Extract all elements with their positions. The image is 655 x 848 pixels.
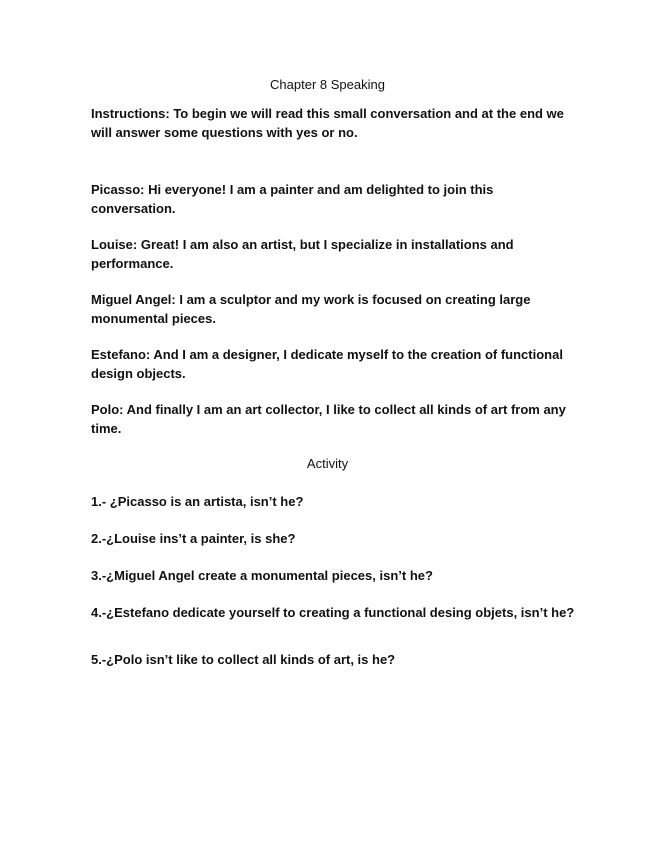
conversation-line: Polo: And finally I am an art collector, I like to collect all kinds of art from any time. bbox=[91, 402, 566, 436]
question-item: 4.-¿Estefano dedicate yourself to creating a functional desing objets, isn’t he? bbox=[91, 605, 575, 620]
conversation-line: Picasso: Hi everyone! I am a painter and am delighted to join this conversation. bbox=[91, 182, 494, 216]
conversation-line: Miguel Angel: I am a sculptor and my work is focused on creating large monumental pieces. bbox=[91, 292, 531, 326]
activity-heading: Activity bbox=[306, 456, 349, 471]
question-item: 3.-¿Miguel Angel create a monumental pieces, isn’t he? bbox=[91, 568, 433, 583]
instructions-paragraph: Instructions: To begin we will read this small conversation and at the end we will answer some questions with yes or no. bbox=[91, 106, 564, 140]
question-item: 1.- ¿Picasso is an artista, isn’t he? bbox=[91, 494, 304, 509]
question-item: 5.-¿Polo isn’t like to collect all kinds of art, is he? bbox=[91, 652, 396, 667]
question-item: 2.-¿Louise ins’t a painter, is she? bbox=[91, 531, 296, 546]
conversation-line: Louise: Great! I am also an artist, but I specialize in installations and performance. bbox=[91, 237, 514, 271]
page-title: Chapter 8 Speaking bbox=[270, 77, 385, 92]
conversation-line: Estefano: And I am a designer, I dedicate myself to the creation of functional design objects. bbox=[91, 347, 563, 381]
